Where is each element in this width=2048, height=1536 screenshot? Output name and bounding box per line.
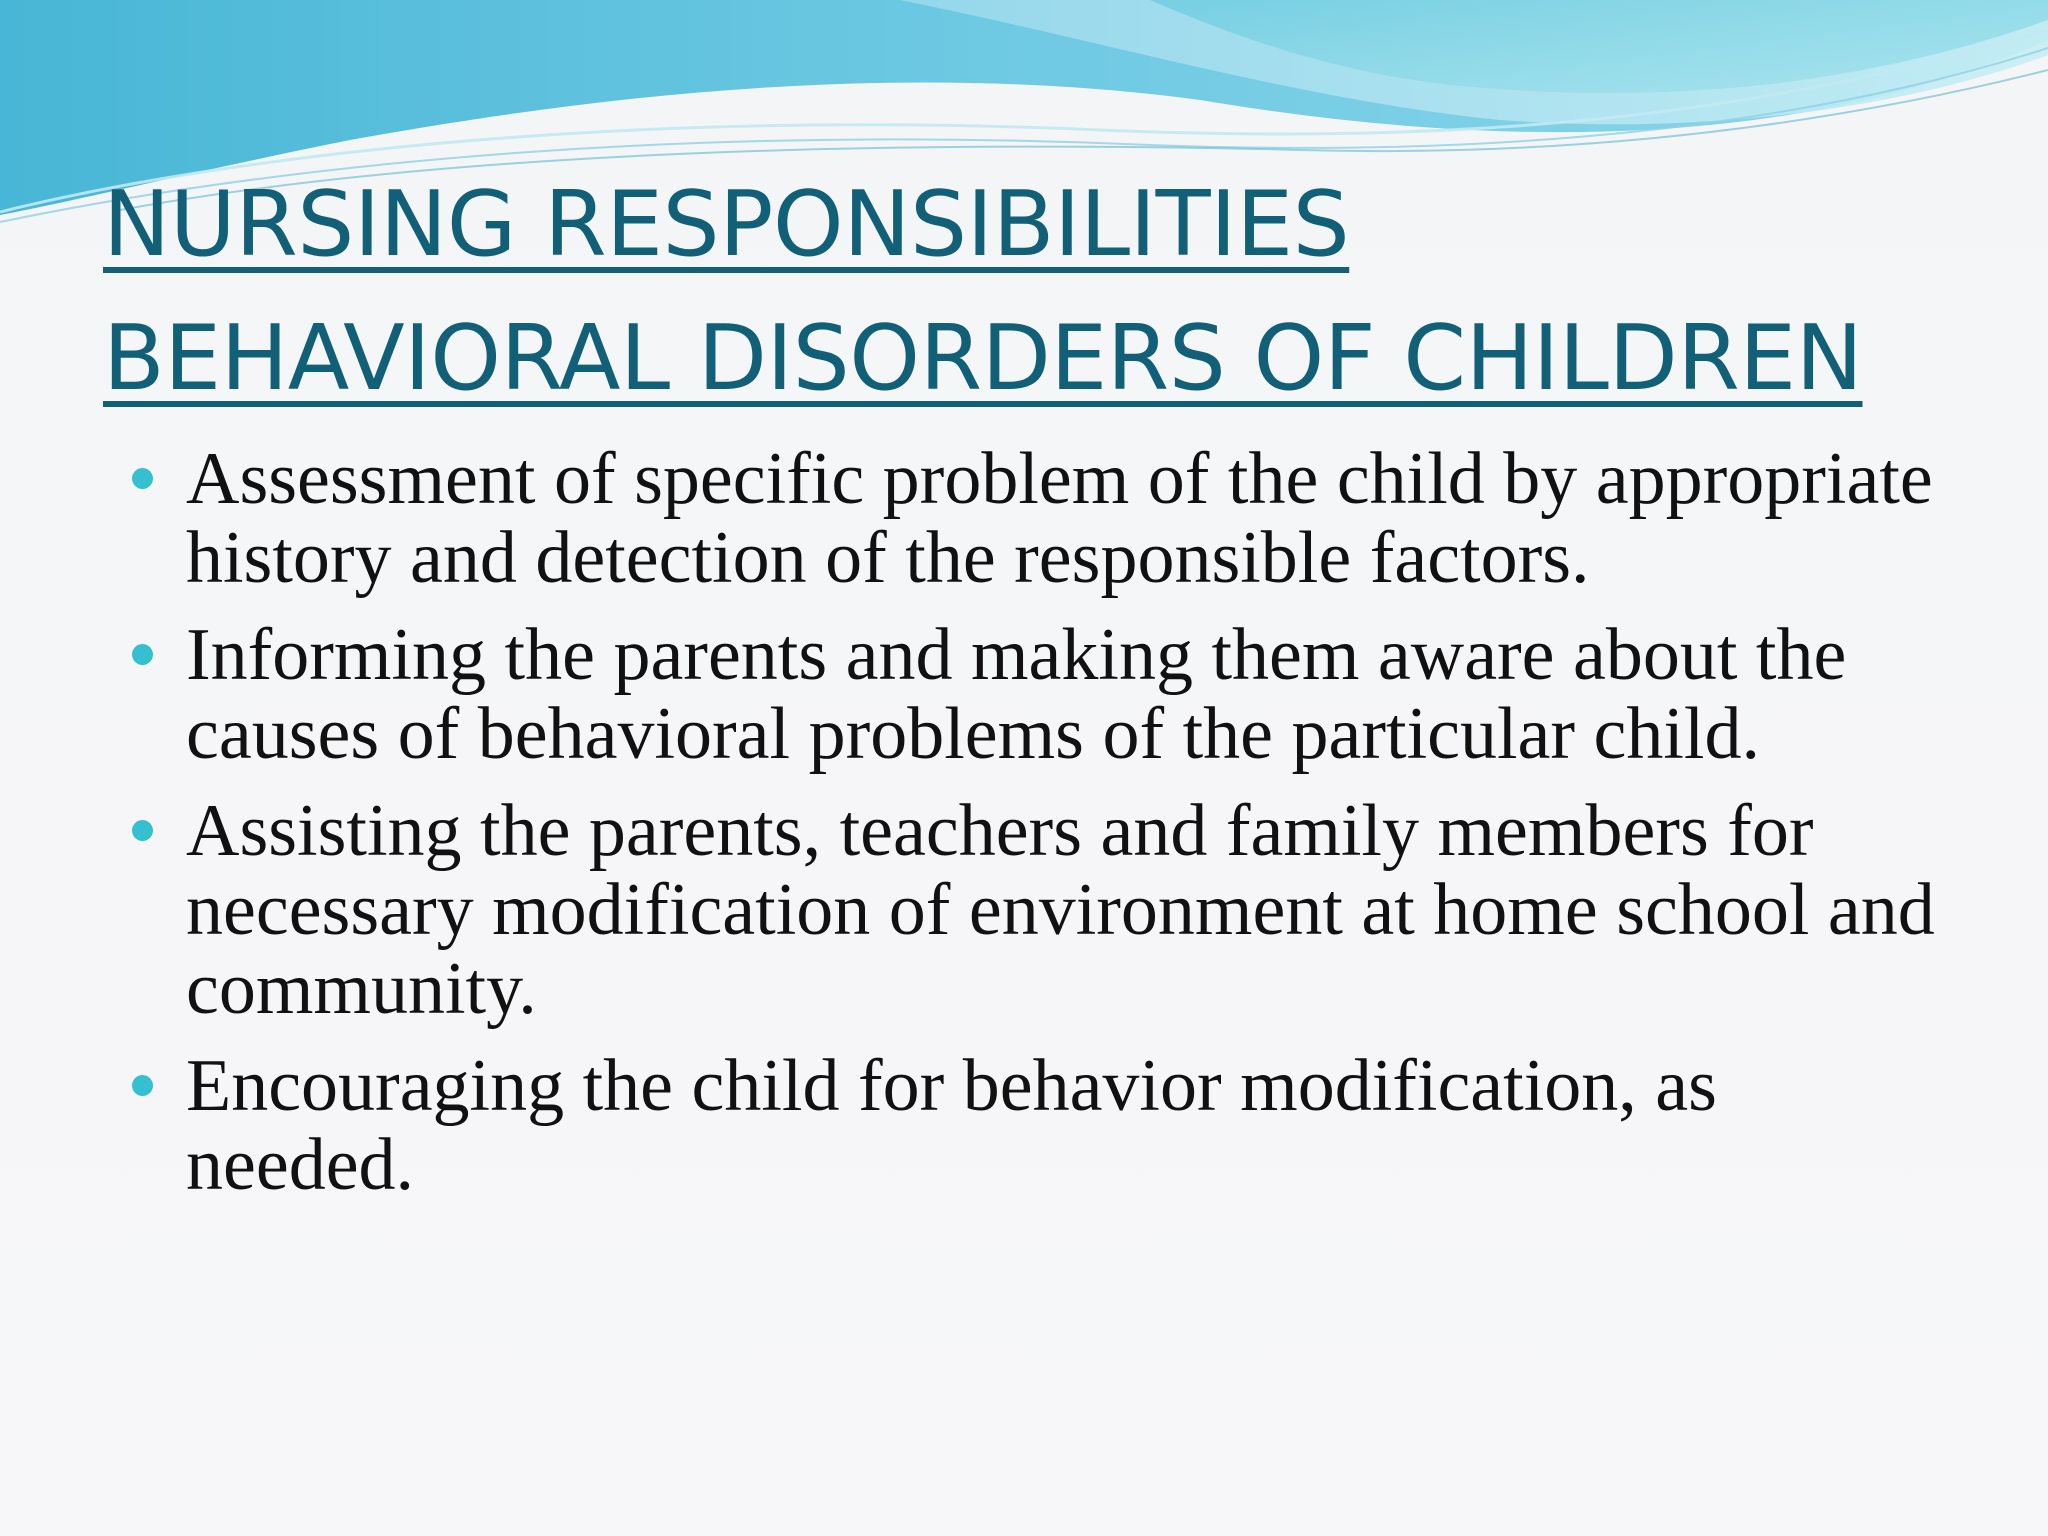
slide-title-line-1: NURSING RESPONSIBILITIES [103, 172, 1350, 277]
bullet-item [128, 792, 1958, 1029]
bullet-dot-icon [132, 644, 153, 665]
bullet-dot-icon [132, 468, 153, 489]
bullet-text: Encouraging the child for behavior modification, as needed. [186, 1045, 1717, 1206]
bullet-item [128, 440, 1958, 598]
bullet-dot-icon [132, 1075, 153, 1096]
bullet-item [128, 1047, 1958, 1205]
bullet-text: Informing the parents and making them aware about the causes of behavioral problems of the particular child. [186, 614, 1847, 775]
bullet-text: Assisting the parents, teachers and family members for necessary modification of environment at home school and community. [186, 790, 1935, 1030]
bullet-item [128, 616, 1958, 774]
slide-title [103, 158, 1983, 426]
bullet-dot-icon [132, 820, 153, 841]
slide-title-line-2: BEHAVIORAL DISORDERS OF CHILDREN [103, 306, 1863, 411]
bullet-text: Assessment of specific problem of the child by appropriate history and detection of the responsible factors. [186, 438, 1933, 599]
bullet-list [128, 440, 1958, 1223]
